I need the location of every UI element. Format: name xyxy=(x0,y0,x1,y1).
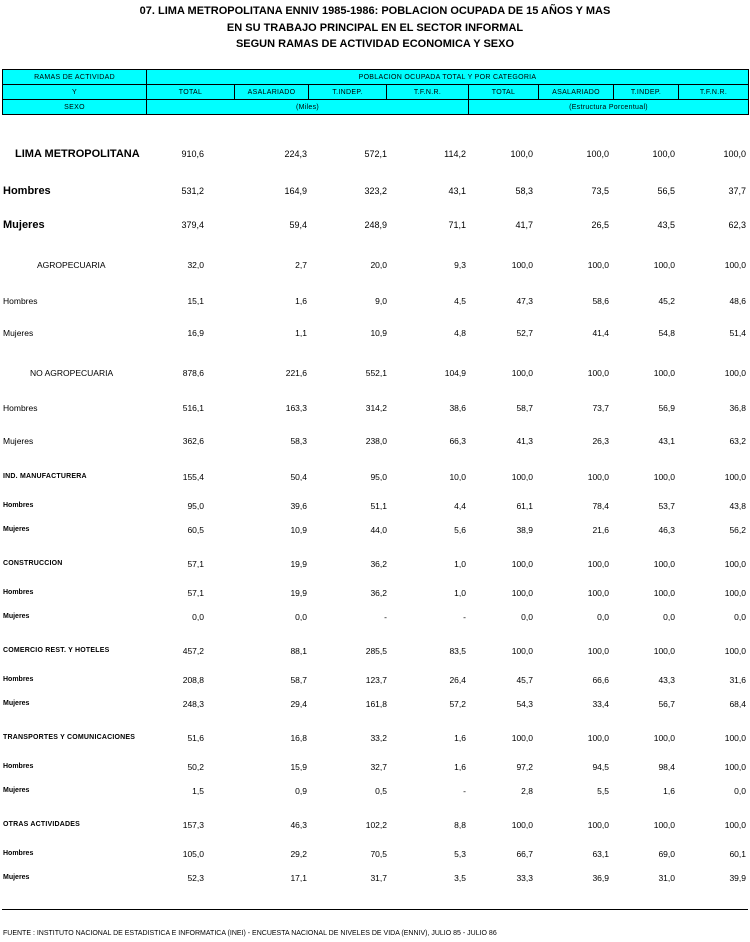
cell: 208,8 xyxy=(182,675,204,685)
table-row xyxy=(0,697,750,711)
cell: 32,0 xyxy=(187,260,204,270)
cell: 164,9 xyxy=(284,186,307,196)
row-label: NO AGROPECUARIA xyxy=(30,368,114,378)
header-col-tindep-pct: T.INDEP. xyxy=(613,84,679,100)
cell: 43,8 xyxy=(729,501,746,511)
row-label: OTRAS ACTIVIDADES xyxy=(3,821,81,828)
row-label: IND. MANUFACTURERA xyxy=(3,473,87,480)
cell: 0,0 xyxy=(734,612,746,622)
cell: 59,4 xyxy=(289,220,307,230)
cell: - xyxy=(463,612,466,622)
cell: 26,4 xyxy=(449,675,466,685)
cell: 100,0 xyxy=(724,588,746,598)
cell: 100,0 xyxy=(653,472,675,482)
cell: 10,9 xyxy=(290,525,307,535)
cell: 910,6 xyxy=(181,149,204,159)
cell: 10,0 xyxy=(449,472,466,482)
cell: 20,0 xyxy=(370,260,387,270)
cell: 58,7 xyxy=(516,403,533,413)
cell: 9,0 xyxy=(375,296,387,306)
row-label: Mujeres xyxy=(3,328,34,338)
cell: 98,4 xyxy=(658,762,675,772)
cell: 56,7 xyxy=(658,699,675,709)
cell: 1,6 xyxy=(454,762,466,772)
footer-divider xyxy=(2,909,748,910)
cell: 4,5 xyxy=(454,296,466,306)
table-row xyxy=(0,218,750,232)
cell: 457,2 xyxy=(182,646,204,656)
cell: 552,1 xyxy=(365,368,387,378)
row-label: Hombres xyxy=(3,850,34,857)
table-row xyxy=(0,731,750,745)
cell: 73,5 xyxy=(591,186,609,196)
cell: 31,0 xyxy=(658,873,675,883)
cell: 100,0 xyxy=(511,260,533,270)
table-row xyxy=(0,586,750,600)
cell: 100,0 xyxy=(723,149,746,159)
cell: 100,0 xyxy=(587,820,609,830)
cell: 56,2 xyxy=(729,525,746,535)
cell: 56,5 xyxy=(657,186,675,196)
cell: 43,3 xyxy=(658,675,675,685)
cell: 0,0 xyxy=(663,612,675,622)
row-label: Hombres xyxy=(3,763,34,770)
cell: 62,3 xyxy=(728,220,746,230)
row-label: Mujeres xyxy=(3,613,30,620)
cell: 58,3 xyxy=(515,186,533,196)
cell: 50,4 xyxy=(290,472,307,482)
cell: 0,0 xyxy=(521,612,533,622)
cell: 4,4 xyxy=(454,501,466,511)
cell: 100,0 xyxy=(724,260,746,270)
cell: 73,7 xyxy=(592,403,609,413)
cell: 104,9 xyxy=(444,368,466,378)
cell: 362,6 xyxy=(182,436,204,446)
table-row xyxy=(0,871,750,885)
cell: 29,2 xyxy=(290,849,307,859)
header-unit-percent: (Estructura Porcentual) xyxy=(468,99,749,115)
row-label: Hombres xyxy=(3,502,34,509)
cell: 248,3 xyxy=(182,699,204,709)
cell: 36,9 xyxy=(592,873,609,883)
cell: 100,0 xyxy=(587,368,609,378)
row-label: TRANSPORTES Y COMUNICACIONES xyxy=(3,734,136,741)
table-row xyxy=(0,557,750,571)
cell: 1,5 xyxy=(192,786,204,796)
cell: 238,0 xyxy=(365,436,387,446)
table-row xyxy=(0,847,750,861)
cell: 100,0 xyxy=(724,559,746,569)
cell: 100,0 xyxy=(724,368,746,378)
header-group: POBLACION OCUPADA TOTAL Y POR CATEGORIA xyxy=(146,69,749,85)
cell: 0,0 xyxy=(734,786,746,796)
cell: 5,3 xyxy=(454,849,466,859)
cell: 29,4 xyxy=(290,699,307,709)
table-row xyxy=(0,294,750,308)
cell: 1,1 xyxy=(295,328,307,338)
cell: 221,6 xyxy=(285,368,307,378)
cell: 60,5 xyxy=(187,525,204,535)
cell: 2,8 xyxy=(521,786,533,796)
cell: 100,0 xyxy=(587,588,609,598)
cell: 94,5 xyxy=(592,762,609,772)
row-label: Hombres xyxy=(3,296,38,306)
cell: 46,3 xyxy=(290,820,307,830)
cell: 41,7 xyxy=(515,220,533,230)
cell: 100,0 xyxy=(511,472,533,482)
cell: 38,9 xyxy=(516,525,533,535)
row-label: Hombres xyxy=(3,185,51,197)
cell: 66,6 xyxy=(592,675,609,685)
header-ramas-line-2: Y xyxy=(2,84,147,100)
row-label: Mujeres xyxy=(3,526,30,533)
cell: 4,8 xyxy=(454,328,466,338)
header-col-asalariado: ASALARIADO xyxy=(234,84,309,100)
cell: 19,9 xyxy=(290,559,307,569)
cell: 100,0 xyxy=(587,472,609,482)
cell: 100,0 xyxy=(587,559,609,569)
row-label: Hombres xyxy=(3,676,34,683)
cell: 78,4 xyxy=(592,501,609,511)
cell: 105,0 xyxy=(182,849,204,859)
table-row xyxy=(0,818,750,832)
cell: 17,1 xyxy=(290,873,307,883)
cell: 36,2 xyxy=(370,588,387,598)
cell: 97,2 xyxy=(516,762,533,772)
cell: 83,5 xyxy=(449,646,466,656)
row-label: Mujeres xyxy=(3,700,30,707)
cell: 41,3 xyxy=(516,436,533,446)
cell: 0,5 xyxy=(375,786,387,796)
cell: 100,0 xyxy=(653,820,675,830)
table-title-line-2: EN SU TRABAJO PRINCIPAL EN EL SECTOR INFORMAL xyxy=(226,22,524,34)
cell: 26,3 xyxy=(592,436,609,446)
cell: 531,2 xyxy=(181,186,204,196)
header-col-total: TOTAL xyxy=(146,84,235,100)
cell: 37,7 xyxy=(728,186,746,196)
cell: - xyxy=(384,612,387,622)
row-label: AGROPECUARIA xyxy=(37,260,106,270)
cell: 95,0 xyxy=(187,501,204,511)
cell: 0,0 xyxy=(192,612,204,622)
cell: 45,2 xyxy=(658,296,675,306)
cell: 114,2 xyxy=(444,149,466,159)
row-label: Mujeres xyxy=(3,787,30,794)
cell: 8,8 xyxy=(454,820,466,830)
cell: 1,0 xyxy=(454,588,466,598)
cell: 100,0 xyxy=(653,588,675,598)
cell: 100,0 xyxy=(511,368,533,378)
row-label: Mujeres xyxy=(3,219,45,231)
cell: 878,6 xyxy=(182,368,204,378)
header-ramas-line-1: RAMAS DE ACTIVIDAD xyxy=(2,69,147,85)
cell: 0,0 xyxy=(597,612,609,622)
cell: 100,0 xyxy=(724,472,746,482)
cell: 100,0 xyxy=(511,559,533,569)
cell: 56,9 xyxy=(658,403,675,413)
cell: 572,1 xyxy=(364,149,387,159)
header-col-asalariado-pct: ASALARIADO xyxy=(538,84,614,100)
header-col-total-pct: TOTAL xyxy=(468,84,539,100)
cell: 33,3 xyxy=(516,873,533,883)
header-unit-miles: (Miles) xyxy=(146,99,469,115)
cell: 32,7 xyxy=(370,762,387,772)
table-row xyxy=(0,434,750,448)
row-label: CONSTRUCCION xyxy=(3,560,63,567)
table-row xyxy=(0,644,750,658)
cell: 58,6 xyxy=(592,296,609,306)
cell: 53,7 xyxy=(658,501,675,511)
header-col-tfnr-pct: T.F.N.R. xyxy=(678,84,749,100)
cell: 69,0 xyxy=(658,849,675,859)
cell: 57,2 xyxy=(449,699,466,709)
cell: 41,4 xyxy=(592,328,609,338)
cell: 16,9 xyxy=(187,328,204,338)
cell: 33,2 xyxy=(370,733,387,743)
cell: 100,0 xyxy=(724,646,746,656)
cell: 57,1 xyxy=(187,588,204,598)
table-row xyxy=(0,673,750,687)
cell: 43,1 xyxy=(658,436,675,446)
cell: 100,0 xyxy=(724,762,746,772)
cell: 52,7 xyxy=(516,328,533,338)
cell: 285,5 xyxy=(365,646,387,656)
cell: 100,0 xyxy=(586,149,609,159)
cell: 58,3 xyxy=(290,436,307,446)
cell: 66,3 xyxy=(449,436,466,446)
table-row xyxy=(0,499,750,513)
cell: 161,8 xyxy=(365,699,387,709)
cell: 51,4 xyxy=(729,328,746,338)
cell: 516,1 xyxy=(182,403,204,413)
cell: 44,0 xyxy=(370,525,387,535)
cell: 0,9 xyxy=(295,786,307,796)
cell: 100,0 xyxy=(653,368,675,378)
cell: 1,6 xyxy=(663,786,675,796)
table-row xyxy=(0,470,750,484)
cell: 63,1 xyxy=(592,849,609,859)
cell: 224,3 xyxy=(284,149,307,159)
cell: 100,0 xyxy=(511,733,533,743)
cell: 100,0 xyxy=(653,733,675,743)
cell: 58,7 xyxy=(290,675,307,685)
row-label: LIMA METROPOLITANA xyxy=(15,148,140,160)
cell: 100,0 xyxy=(511,646,533,656)
cell: 51,1 xyxy=(370,501,387,511)
cell: 100,0 xyxy=(724,733,746,743)
source-footnote: FUENTE : INSTITUTO NACIONAL DE ESTADISTICA E INFORMATICA (INEI) - ENCUESTA NACIONAL DE NIVELES DE VIDA (ENNIV), JULIO 85 - JULIO 86 xyxy=(3,930,497,937)
table-title-line-3: SEGUN RAMAS DE ACTIVIDAD ECONOMICA Y SEXO xyxy=(235,38,515,50)
cell: 60,1 xyxy=(729,849,746,859)
cell: 88,1 xyxy=(290,646,307,656)
cell: 100,0 xyxy=(511,820,533,830)
cell: 39,9 xyxy=(729,873,746,883)
cell: 38,6 xyxy=(449,403,466,413)
table-row xyxy=(0,366,750,380)
header-ramas-line-3: SEXO xyxy=(2,99,147,115)
cell: 0,0 xyxy=(295,612,307,622)
cell: 5,5 xyxy=(597,786,609,796)
cell: 95,0 xyxy=(370,472,387,482)
cell: 63,2 xyxy=(729,436,746,446)
cell: 50,2 xyxy=(187,762,204,772)
cell: 5,6 xyxy=(454,525,466,535)
table-row xyxy=(0,326,750,340)
cell: 33,4 xyxy=(592,699,609,709)
cell: 61,1 xyxy=(516,501,533,511)
cell: 43,1 xyxy=(448,186,466,196)
cell: 31,7 xyxy=(370,873,387,883)
cell: 102,2 xyxy=(365,820,387,830)
table-row xyxy=(0,401,750,415)
cell: 46,3 xyxy=(658,525,675,535)
cell: 66,7 xyxy=(516,849,533,859)
cell: 71,1 xyxy=(448,220,466,230)
table-row xyxy=(0,760,750,774)
cell: 70,5 xyxy=(370,849,387,859)
row-label: Mujeres xyxy=(3,874,30,881)
cell: 248,9 xyxy=(364,220,387,230)
table-row xyxy=(0,258,750,272)
cell: 10,9 xyxy=(370,328,387,338)
table-row xyxy=(0,784,750,798)
cell: 26,5 xyxy=(591,220,609,230)
cell: 100,0 xyxy=(511,588,533,598)
cell: 100,0 xyxy=(652,149,675,159)
row-label: Hombres xyxy=(3,589,34,596)
cell: 1,6 xyxy=(454,733,466,743)
cell: 36,2 xyxy=(370,559,387,569)
cell: 100,0 xyxy=(587,733,609,743)
table-row xyxy=(0,184,750,198)
cell: 100,0 xyxy=(653,559,675,569)
cell: 2,7 xyxy=(295,260,307,270)
cell: 123,7 xyxy=(365,675,387,685)
row-label: Mujeres xyxy=(3,436,34,446)
cell: 100,0 xyxy=(510,149,533,159)
cell: 45,7 xyxy=(516,675,533,685)
cell: 68,4 xyxy=(729,699,746,709)
cell: 9,3 xyxy=(454,260,466,270)
cell: 100,0 xyxy=(653,260,675,270)
table-row xyxy=(0,523,750,537)
cell: 323,2 xyxy=(364,186,387,196)
cell: 100,0 xyxy=(653,646,675,656)
table-row xyxy=(0,610,750,624)
row-label: Hombres xyxy=(3,403,38,413)
cell: 47,3 xyxy=(516,296,533,306)
cell: 100,0 xyxy=(587,646,609,656)
cell: 1,0 xyxy=(454,559,466,569)
table-title-line-1: 07. LIMA METROPOLITANA ENNIV 1985-1986: POBLACION OCUPADA DE 15 AÑOS Y MAS xyxy=(139,5,611,17)
cell: 157,3 xyxy=(182,820,204,830)
cell: 100,0 xyxy=(724,820,746,830)
cell: 31,6 xyxy=(729,675,746,685)
header-col-tindep: T.INDEP. xyxy=(308,84,387,100)
cell: 3,5 xyxy=(454,873,466,883)
cell: 19,9 xyxy=(290,588,307,598)
cell: 54,8 xyxy=(658,328,675,338)
cell: 52,3 xyxy=(187,873,204,883)
cell: 21,6 xyxy=(592,525,609,535)
cell: 100,0 xyxy=(587,260,609,270)
cell: 51,6 xyxy=(187,733,204,743)
cell: 57,1 xyxy=(187,559,204,569)
cell: 39,6 xyxy=(290,501,307,511)
cell: 379,4 xyxy=(181,220,204,230)
header-col-tfnr: T.F.N.R. xyxy=(386,84,469,100)
cell: 15,1 xyxy=(187,296,204,306)
cell: 155,4 xyxy=(182,472,204,482)
cell: 314,2 xyxy=(365,403,387,413)
cell: 36,8 xyxy=(729,403,746,413)
cell: 15,9 xyxy=(290,762,307,772)
cell: - xyxy=(463,786,466,796)
table-row xyxy=(0,147,750,161)
cell: 48,6 xyxy=(729,296,746,306)
cell: 163,3 xyxy=(285,403,307,413)
cell: 54,3 xyxy=(516,699,533,709)
row-label: COMERCIO REST. Y HOTELES xyxy=(3,647,110,654)
cell: 43,5 xyxy=(657,220,675,230)
cell: 1,6 xyxy=(295,296,307,306)
cell: 16,8 xyxy=(290,733,307,743)
